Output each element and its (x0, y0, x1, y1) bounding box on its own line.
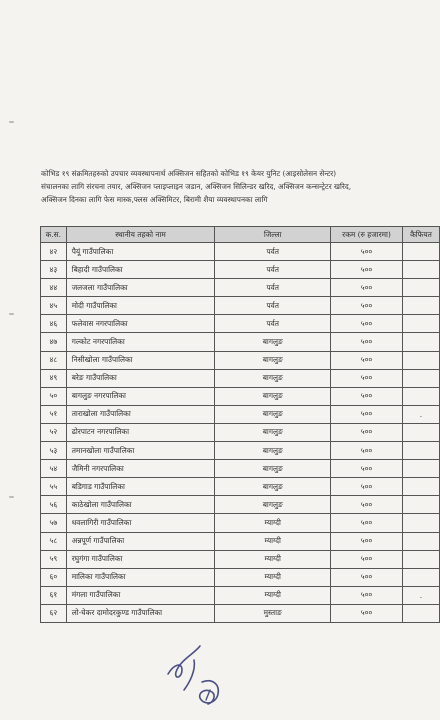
cell-local-level: बरेङ गाउँपालिका (66, 369, 215, 387)
cell-serial: ६१ (41, 586, 67, 604)
cell-remarks (402, 604, 439, 622)
cell-remarks (402, 423, 439, 441)
table-row (41, 351, 440, 369)
cell-local-level: फलेवास नगरपालिका (66, 315, 215, 333)
table-row (41, 514, 440, 532)
table-row (41, 387, 440, 405)
table-row (41, 442, 440, 460)
cell-serial: ४३ (41, 261, 67, 279)
cell-district: बागलुङ (215, 478, 331, 496)
cell-serial: ५५ (41, 478, 67, 496)
cell-local-level: जैमिनी नगरपालिका (66, 460, 215, 478)
cell-remarks (402, 351, 439, 369)
cell-remarks (402, 514, 439, 532)
cell-local-level: ढोरपाटन नगरपालिका (66, 423, 215, 441)
cell-local-level: मंगला गाउँपालिका (66, 586, 215, 604)
cell-remarks (402, 387, 439, 405)
cell-local-level: मोदी गाउँपालिका (66, 297, 215, 315)
table-row (41, 568, 440, 586)
cell-serial: ४७ (41, 333, 67, 351)
cell-amount: ५०० (331, 297, 403, 315)
header-district: जिल्ला (215, 227, 331, 243)
cell-amount: ५०० (331, 496, 403, 514)
cell-district: बागलुङ (215, 405, 331, 423)
cell-amount: ५०० (331, 243, 403, 261)
cell-serial: ४४ (41, 279, 67, 297)
cell-remarks (402, 460, 439, 478)
cell-serial: ५३ (41, 442, 67, 460)
cell-remarks (402, 532, 439, 550)
cell-serial: ६० (41, 568, 67, 586)
cell-local-level: धवलागिरी गाउँपालिका (66, 514, 215, 532)
cell-district: बागलुङ (215, 460, 331, 478)
cell-remarks (402, 496, 439, 514)
cell-district: बागलुङ (215, 442, 331, 460)
cell-district: बागलुङ (215, 369, 331, 387)
cell-amount: ५०० (331, 514, 403, 532)
cell-local-level: गल्कोट नगरपालिका (66, 333, 215, 351)
cell-serial: ५१ (41, 405, 67, 423)
cell-serial: ४९ (41, 369, 67, 387)
table-row (41, 550, 440, 568)
cell-district: पर्वत (215, 261, 331, 279)
cell-amount: ५०० (331, 442, 403, 460)
cell-remarks: . (402, 586, 439, 604)
cell-local-level: जलजला गाउँपालिका (66, 279, 215, 297)
cell-district: म्याग्दी (215, 532, 331, 550)
cell-amount: ५०० (331, 586, 403, 604)
cell-remarks (402, 279, 439, 297)
table-row (41, 478, 440, 496)
cell-amount: ५०० (331, 568, 403, 586)
cell-remarks (402, 568, 439, 586)
table-row (41, 586, 440, 604)
intro-line: अक्सिजन दिनका लागि फेस मास्क,फ्लस अक्सिमिटर, बिरामी शैया व्यवस्थापनका लागि (41, 195, 268, 204)
cell-district: बागलुङ (215, 387, 331, 405)
cell-amount: ५०० (331, 550, 403, 568)
table-header-row (41, 227, 440, 243)
cell-remarks: . (402, 405, 439, 423)
table-row (41, 297, 440, 315)
cell-amount: ५०० (331, 532, 403, 550)
cell-amount: ५०० (331, 279, 403, 297)
cell-amount: ५०० (331, 423, 403, 441)
header-amount: रकम (रु हजारमा) (331, 227, 403, 243)
header-local-level: स्थानीय तहको नाम (66, 227, 215, 243)
cell-district: म्याग्दी (215, 550, 331, 568)
cell-local-level: लो-घेकर दामोदरकुण्ड गाउँपालिका (66, 604, 215, 622)
intro-line: कोभिड १९ संक्रमितहरुको उपचार व्यवस्थापनार्थ अक्सिजन सहितको कोभिड १९ केयर युनिट (आइसोलेसन सेन्टर) (41, 169, 337, 178)
cell-serial: ५९ (41, 550, 67, 568)
table-row (41, 460, 440, 478)
cell-district: बागलुङ (215, 351, 331, 369)
cell-amount: ५०० (331, 405, 403, 423)
cell-amount: ५०० (331, 333, 403, 351)
header-serial: क.स. (41, 227, 67, 243)
cell-district: बागलुङ (215, 423, 331, 441)
table-row (41, 496, 440, 514)
cell-district: बागलुङ (215, 496, 331, 514)
cell-serial: ५० (41, 387, 67, 405)
cell-serial: ५६ (41, 496, 67, 514)
cell-remarks (402, 261, 439, 279)
cell-amount: ५०० (331, 604, 403, 622)
punch-mark (9, 496, 14, 498)
handwritten-signature (160, 634, 240, 714)
intro-paragraph (41, 167, 413, 206)
cell-serial: ६२ (41, 604, 67, 622)
cell-remarks (402, 369, 439, 387)
cell-remarks (402, 297, 439, 315)
cell-local-level: काठेखोला गाउँपालिका (66, 496, 215, 514)
cell-serial: ४८ (41, 351, 67, 369)
table-row (41, 532, 440, 550)
table-row (41, 243, 440, 261)
cell-local-level: रघुगंगा गाउँपालिका (66, 550, 215, 568)
cell-serial: ४६ (41, 315, 67, 333)
table-row (41, 279, 440, 297)
allocation-table (40, 226, 440, 623)
cell-local-level: पैयूं गाउँपालिका (66, 243, 215, 261)
cell-local-level: बागलुङ नगरपालिका (66, 387, 215, 405)
table-row (41, 261, 440, 279)
cell-local-level: तमानखोला गाउँपालिका (66, 442, 215, 460)
cell-district: म्याग्दी (215, 568, 331, 586)
intro-line: संचालनका लागि संरचना तयार, अक्सिजन प्लाइप्लाइन जडान, अक्सिजन सिलिन्डर खरिद, अक्सिजन कन्सन्ट्रेटर खरिद, (41, 182, 352, 191)
table-row (41, 315, 440, 333)
cell-local-level: मालिका गाउँपालिका (66, 568, 215, 586)
table-row (41, 333, 440, 351)
cell-district: पर्वत (215, 297, 331, 315)
cell-amount: ५०० (331, 315, 403, 333)
cell-local-level: ताराखोला गाउँपालिका (66, 405, 215, 423)
cell-serial: ५४ (41, 460, 67, 478)
cell-amount: ५०० (331, 369, 403, 387)
cell-local-level: बिहादी गाउँपालिका (66, 261, 215, 279)
table-row (41, 369, 440, 387)
table-row (41, 405, 440, 423)
table-row (41, 604, 440, 622)
cell-district: म्याग्दी (215, 514, 331, 532)
punch-mark (9, 121, 14, 123)
cell-district: पर्वत (215, 243, 331, 261)
cell-amount: ५०० (331, 387, 403, 405)
cell-local-level: अन्नपूर्ण गाउँपालिका (66, 532, 215, 550)
cell-serial: ४२ (41, 243, 67, 261)
cell-amount: ५०० (331, 261, 403, 279)
cell-remarks (402, 442, 439, 460)
cell-district: बागलुङ (215, 333, 331, 351)
cell-amount: ५०० (331, 351, 403, 369)
cell-serial: ५८ (41, 532, 67, 550)
cell-local-level: निसीखोला गाउँपालिका (66, 351, 215, 369)
cell-local-level: बडिगाड गाउँपालिका (66, 478, 215, 496)
punch-mark (9, 313, 14, 315)
cell-serial: ४५ (41, 297, 67, 315)
cell-remarks (402, 333, 439, 351)
cell-remarks (402, 550, 439, 568)
header-remarks: कैफियत (402, 227, 439, 243)
table-row (41, 423, 440, 441)
cell-serial: ५७ (41, 514, 67, 532)
cell-district: पर्वत (215, 315, 331, 333)
cell-district: म्याग्दी (215, 586, 331, 604)
cell-remarks (402, 243, 439, 261)
cell-amount: ५०० (331, 478, 403, 496)
cell-district: पर्वत (215, 279, 331, 297)
cell-amount: ५०० (331, 460, 403, 478)
cell-district: मुस्ताङ (215, 604, 331, 622)
cell-remarks (402, 315, 439, 333)
cell-remarks (402, 478, 439, 496)
cell-serial: ५२ (41, 423, 67, 441)
